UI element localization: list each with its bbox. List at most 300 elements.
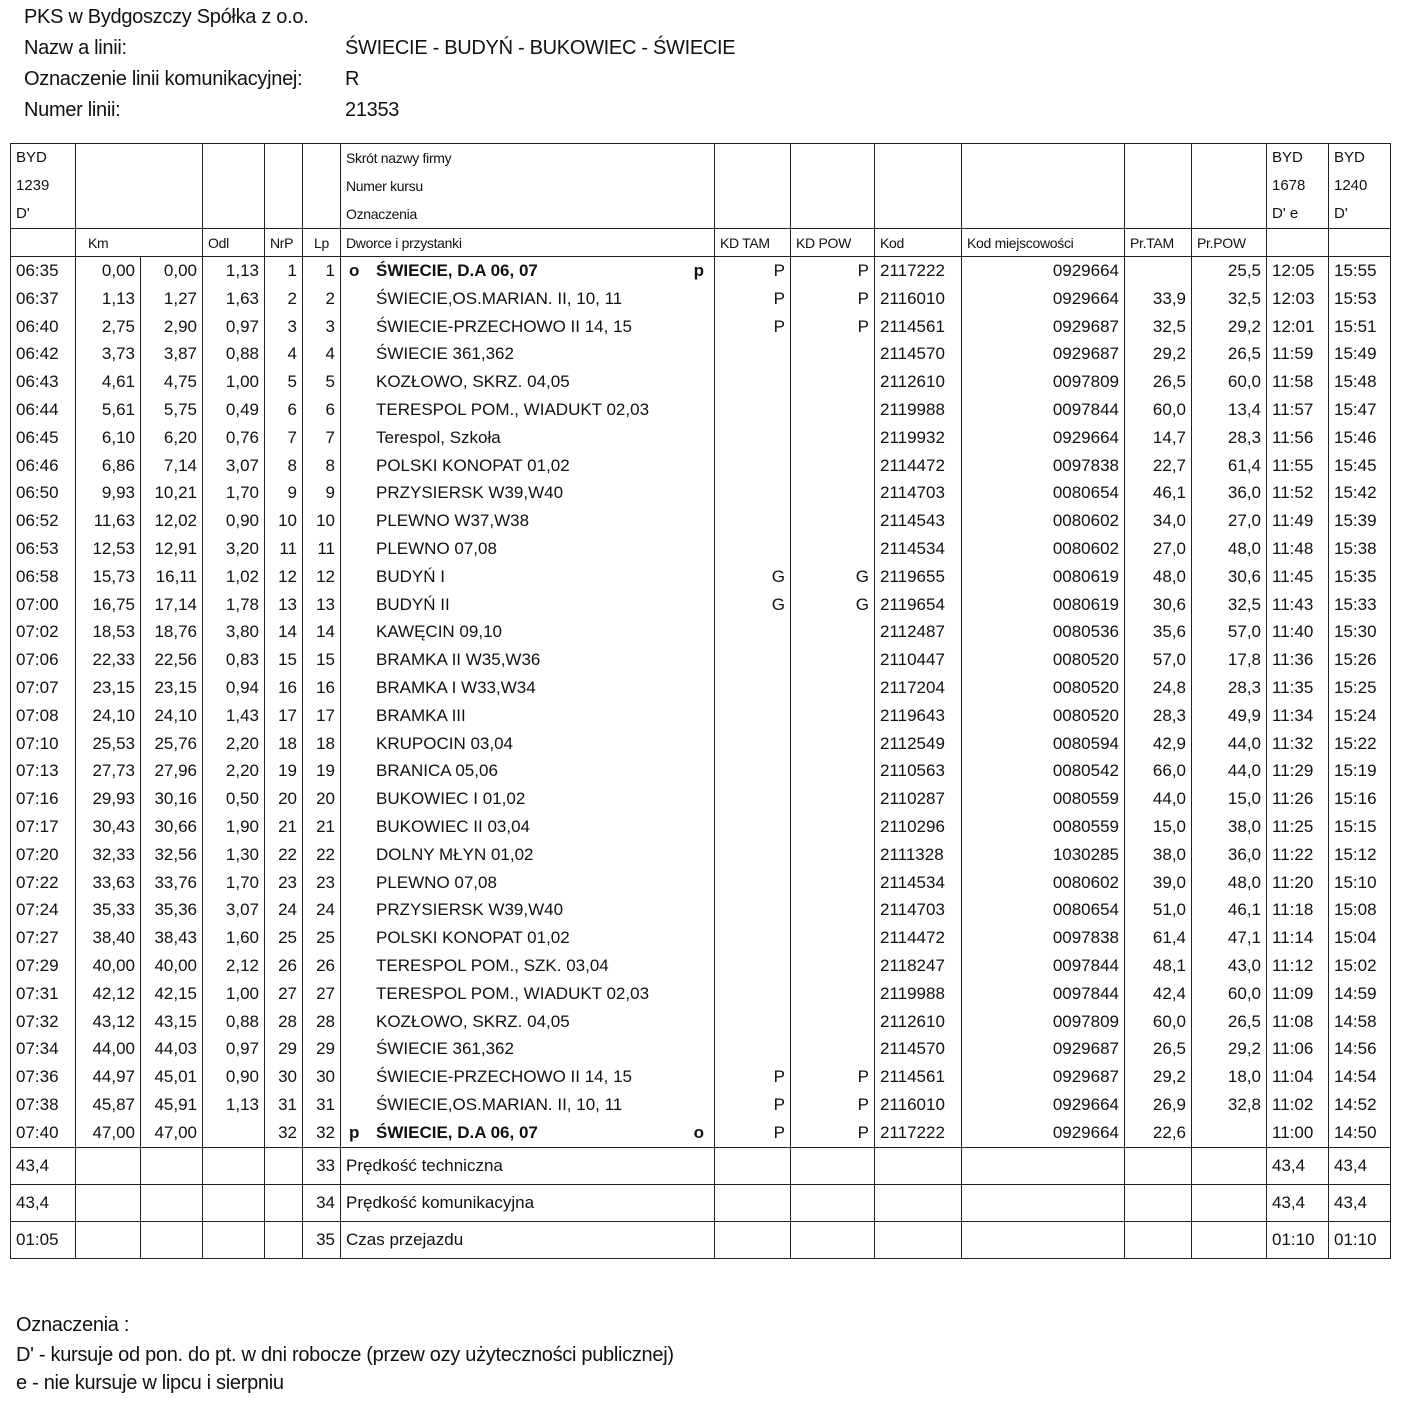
empty-cell bbox=[141, 1147, 203, 1184]
km-value: 1,27 bbox=[141, 285, 203, 313]
return-time-1240: 15:39 bbox=[1329, 507, 1391, 535]
distance bbox=[203, 1119, 265, 1147]
stop-label: PLEWNO 07,08 bbox=[376, 538, 497, 558]
speed-tam: 61,4 bbox=[1125, 924, 1192, 952]
table-row bbox=[11, 396, 1391, 424]
departure-time: 07:06 bbox=[11, 646, 76, 674]
kd-pow bbox=[791, 980, 875, 1008]
stop-name bbox=[341, 285, 715, 313]
return-time-1678: 12:03 bbox=[1267, 285, 1329, 313]
departure-time: 07:24 bbox=[11, 896, 76, 924]
departure-time: 07:16 bbox=[11, 785, 76, 813]
stop-name bbox=[341, 313, 715, 341]
empty-cell bbox=[875, 1221, 962, 1258]
column-header bbox=[1267, 229, 1329, 257]
stop-code: 2114570 bbox=[875, 340, 962, 368]
right-course-marks: D' bbox=[1334, 205, 1348, 222]
speed-pow: 27,0 bbox=[1192, 507, 1267, 535]
return-time-1678: 11:02 bbox=[1267, 1091, 1329, 1119]
km-value: 12,53 bbox=[76, 535, 141, 563]
line-name-label: Nazw a linii: bbox=[24, 37, 127, 59]
distance: 0,97 bbox=[203, 313, 265, 341]
locality-code: 0080536 bbox=[962, 618, 1125, 646]
km-value: 7,14 bbox=[141, 452, 203, 480]
locality-code: 0080602 bbox=[962, 869, 1125, 897]
kd-tam bbox=[715, 980, 791, 1008]
distance: 1,43 bbox=[203, 702, 265, 730]
table-row bbox=[11, 535, 1391, 563]
distance: 2,20 bbox=[203, 757, 265, 785]
table-row bbox=[11, 980, 1391, 1008]
stop-label: BUDYŃ II bbox=[376, 594, 450, 614]
departure-time: 06:58 bbox=[11, 563, 76, 591]
timetable bbox=[10, 143, 1391, 1259]
speed-tam: 26,9 bbox=[1125, 1091, 1192, 1119]
km-value: 6,20 bbox=[141, 424, 203, 452]
kd-tam bbox=[715, 869, 791, 897]
kd-pow bbox=[791, 869, 875, 897]
km-value: 30,66 bbox=[141, 813, 203, 841]
nrp: 13 bbox=[265, 591, 303, 619]
line-number: 21353 bbox=[345, 99, 400, 121]
stop-label: BRAMKA II W35,W36 bbox=[376, 650, 541, 670]
km-value: 23,15 bbox=[141, 674, 203, 702]
empty-cell bbox=[141, 1184, 203, 1221]
locality-code: 0080594 bbox=[962, 730, 1125, 758]
distance: 0,88 bbox=[203, 340, 265, 368]
kd-tam: P bbox=[715, 1091, 791, 1119]
lp: 13 bbox=[303, 591, 341, 619]
speed-tam: 33,9 bbox=[1125, 285, 1192, 313]
lp: 10 bbox=[303, 507, 341, 535]
km-value: 45,01 bbox=[141, 1063, 203, 1091]
locality-code: 0080619 bbox=[962, 591, 1125, 619]
km-value: 45,87 bbox=[76, 1091, 141, 1119]
stop-label: KOZŁOWO, SKRZ. 04,05 bbox=[376, 1011, 570, 1031]
stop-code: 2114472 bbox=[875, 452, 962, 480]
empty-header bbox=[875, 144, 962, 229]
stop-code: 2114703 bbox=[875, 479, 962, 507]
kd-tam: P bbox=[715, 1119, 791, 1147]
summary-value: 43,4 bbox=[11, 1147, 76, 1184]
lp: 14 bbox=[303, 618, 341, 646]
lp: 9 bbox=[303, 479, 341, 507]
locality-code: 0929664 bbox=[962, 1119, 1125, 1147]
km-value: 6,86 bbox=[76, 452, 141, 480]
kd-tam bbox=[715, 618, 791, 646]
kd-pow bbox=[791, 924, 875, 952]
distance: 3,07 bbox=[203, 896, 265, 924]
speed-pow: 15,0 bbox=[1192, 785, 1267, 813]
table-row bbox=[11, 757, 1391, 785]
stop-code: 2117222 bbox=[875, 1119, 962, 1147]
stop-code: 2112549 bbox=[875, 730, 962, 758]
departure-time: 06:46 bbox=[11, 452, 76, 480]
return-time-1240: 15:10 bbox=[1329, 869, 1391, 897]
km-value: 33,76 bbox=[141, 869, 203, 897]
locality-code: 1030285 bbox=[962, 841, 1125, 869]
departure-time: 06:50 bbox=[11, 479, 76, 507]
empty-cell bbox=[1125, 1221, 1192, 1258]
stop-marker-left: o bbox=[349, 261, 360, 280]
kd-tam bbox=[715, 368, 791, 396]
stop-label: TERESPOL POM., WIADUKT 02,03 bbox=[376, 399, 650, 419]
kd-pow bbox=[791, 340, 875, 368]
locality-code: 0080602 bbox=[962, 507, 1125, 535]
km-value: 4,61 bbox=[76, 368, 141, 396]
stop-code: 2110447 bbox=[875, 646, 962, 674]
stop-label: ŚWIECIE,OS.MARIAN. II, 10, 11 bbox=[376, 1094, 623, 1114]
empty-cell bbox=[203, 1147, 265, 1184]
kd-tam bbox=[715, 1008, 791, 1036]
departure-time: 06:52 bbox=[11, 507, 76, 535]
kd-pow: P bbox=[791, 1119, 875, 1147]
km-value: 18,76 bbox=[141, 618, 203, 646]
empty-cell bbox=[1125, 1147, 1192, 1184]
left-course-header bbox=[11, 144, 76, 229]
table-row bbox=[11, 563, 1391, 591]
kd-tam bbox=[715, 757, 791, 785]
summary-value: 43,4 bbox=[1329, 1184, 1391, 1221]
return-time-1240: 14:58 bbox=[1329, 1008, 1391, 1036]
stop-label: TERESPOL POM., SZK. 03,04 bbox=[376, 955, 609, 975]
nrp: 25 bbox=[265, 924, 303, 952]
speed-pow: 44,0 bbox=[1192, 757, 1267, 785]
km-value: 38,40 bbox=[76, 924, 141, 952]
stop-name bbox=[341, 730, 715, 758]
lp: 2 bbox=[303, 285, 341, 313]
kd-tam: G bbox=[715, 563, 791, 591]
stop-code: 2119643 bbox=[875, 702, 962, 730]
speed-pow: 47,1 bbox=[1192, 924, 1267, 952]
speed-tam: 42,4 bbox=[1125, 980, 1192, 1008]
lp: 1 bbox=[303, 257, 341, 285]
departure-time: 06:40 bbox=[11, 313, 76, 341]
distance: 2,20 bbox=[203, 730, 265, 758]
return-time-1678: 11:55 bbox=[1267, 452, 1329, 480]
distance: 1,78 bbox=[203, 591, 265, 619]
return-time-1678: 11:40 bbox=[1267, 618, 1329, 646]
kd-pow: P bbox=[791, 1091, 875, 1119]
distance: 0,94 bbox=[203, 674, 265, 702]
departure-time: 07:36 bbox=[11, 1063, 76, 1091]
stop-name bbox=[341, 952, 715, 980]
summary-value: 43,4 bbox=[1267, 1184, 1329, 1221]
km-value: 33,63 bbox=[76, 869, 141, 897]
return-time-1240: 15:47 bbox=[1329, 396, 1391, 424]
lp: 6 bbox=[303, 396, 341, 424]
return-time-1240: 15:46 bbox=[1329, 424, 1391, 452]
kd-tam bbox=[715, 1035, 791, 1063]
locality-code: 0097838 bbox=[962, 452, 1125, 480]
stop-label: PRZYSIERSK W39,W40 bbox=[376, 900, 564, 920]
table-row bbox=[11, 1119, 1391, 1147]
speed-pow: 60,0 bbox=[1192, 980, 1267, 1008]
table-row bbox=[11, 285, 1391, 313]
locality-code: 0097844 bbox=[962, 396, 1125, 424]
departure-time: 07:40 bbox=[11, 1119, 76, 1147]
km-value: 35,33 bbox=[76, 896, 141, 924]
return-time-1240: 15:45 bbox=[1329, 452, 1391, 480]
distance: 0,50 bbox=[203, 785, 265, 813]
km-value: 5,75 bbox=[141, 396, 203, 424]
summary-row bbox=[11, 1221, 1391, 1258]
kd-pow bbox=[791, 535, 875, 563]
km-value: 38,43 bbox=[141, 924, 203, 952]
table-row bbox=[11, 368, 1391, 396]
return-time-1240: 15:42 bbox=[1329, 479, 1391, 507]
kd-pow: P bbox=[791, 257, 875, 285]
kd-pow bbox=[791, 507, 875, 535]
lp: 29 bbox=[303, 1035, 341, 1063]
lp: 23 bbox=[303, 869, 341, 897]
km-value: 24,10 bbox=[141, 702, 203, 730]
speed-tam: 15,0 bbox=[1125, 813, 1192, 841]
speed-tam: 66,0 bbox=[1125, 757, 1192, 785]
stop-code: 2117204 bbox=[875, 674, 962, 702]
kd-pow bbox=[791, 646, 875, 674]
kd-tam bbox=[715, 424, 791, 452]
empty-cell bbox=[203, 1221, 265, 1258]
table-row bbox=[11, 257, 1391, 285]
return-time-1678: 11:56 bbox=[1267, 424, 1329, 452]
stop-marker-left: p bbox=[349, 1122, 360, 1142]
column-header-km: Km bbox=[76, 229, 203, 257]
return-time-1678: 11:14 bbox=[1267, 924, 1329, 952]
table-row bbox=[11, 479, 1391, 507]
stop-code: 2119655 bbox=[875, 563, 962, 591]
right-course-header bbox=[1329, 144, 1391, 229]
stop-marker-right: p bbox=[693, 261, 704, 280]
empty-header bbox=[265, 144, 303, 229]
departure-time: 07:00 bbox=[11, 591, 76, 619]
speed-tam: 28,3 bbox=[1125, 702, 1192, 730]
kd-pow bbox=[791, 1008, 875, 1036]
return-time-1240: 15:04 bbox=[1329, 924, 1391, 952]
stop-marker-right: o bbox=[693, 1122, 704, 1142]
return-time-1678: 11:48 bbox=[1267, 535, 1329, 563]
locality-code: 0080542 bbox=[962, 757, 1125, 785]
kd-pow: P bbox=[791, 313, 875, 341]
locality-code: 0080602 bbox=[962, 535, 1125, 563]
distance: 1,70 bbox=[203, 869, 265, 897]
lp: 25 bbox=[303, 924, 341, 952]
kd-tam: P bbox=[715, 285, 791, 313]
empty-cell bbox=[962, 1221, 1125, 1258]
speed-tam: 44,0 bbox=[1125, 785, 1192, 813]
return-time-1678: 11:22 bbox=[1267, 841, 1329, 869]
kd-pow bbox=[791, 368, 875, 396]
km-value: 45,91 bbox=[141, 1091, 203, 1119]
nrp: 7 bbox=[265, 424, 303, 452]
nrp: 16 bbox=[265, 674, 303, 702]
km-value: 43,12 bbox=[76, 1008, 141, 1036]
return-time-1678: 11:26 bbox=[1267, 785, 1329, 813]
return-time-1240: 15:19 bbox=[1329, 757, 1391, 785]
table-row bbox=[11, 1091, 1391, 1119]
kd-pow: P bbox=[791, 285, 875, 313]
departure-time: 07:13 bbox=[11, 757, 76, 785]
stop-label: BRAMKA I W33,W34 bbox=[376, 677, 536, 697]
stop-label: ŚWIECIE-PRZECHOWO II 14, 15 bbox=[376, 1067, 632, 1087]
kd-tam bbox=[715, 452, 791, 480]
lp: 21 bbox=[303, 813, 341, 841]
column-header-pr-pow: Pr.POW bbox=[1192, 229, 1267, 257]
kd-pow bbox=[791, 479, 875, 507]
speed-pow: 29,2 bbox=[1192, 1035, 1267, 1063]
column-header-kd-tam: KD TAM bbox=[715, 229, 791, 257]
stop-name bbox=[341, 1063, 715, 1091]
stop-label: ŚWIECIE,OS.MARIAN. II, 10, 11 bbox=[376, 288, 623, 308]
stop-name bbox=[341, 674, 715, 702]
speed-pow: 49,9 bbox=[1192, 702, 1267, 730]
stop-code: 2114472 bbox=[875, 924, 962, 952]
km-value: 44,97 bbox=[76, 1063, 141, 1091]
return-time-1678: 11:45 bbox=[1267, 563, 1329, 591]
speed-pow: 28,3 bbox=[1192, 424, 1267, 452]
kd-tam: G bbox=[715, 591, 791, 619]
return-time-1678: 11:35 bbox=[1267, 674, 1329, 702]
locality-code: 0097844 bbox=[962, 980, 1125, 1008]
stop-name bbox=[341, 535, 715, 563]
speed-pow: 48,0 bbox=[1192, 535, 1267, 563]
table-row bbox=[11, 730, 1391, 758]
kd-tam bbox=[715, 674, 791, 702]
stop-name bbox=[341, 257, 715, 285]
speed-tam: 32,5 bbox=[1125, 313, 1192, 341]
empty-cell bbox=[791, 1221, 875, 1258]
nrp: 26 bbox=[265, 952, 303, 980]
nrp: 15 bbox=[265, 646, 303, 674]
return-time-1678: 11:25 bbox=[1267, 813, 1329, 841]
lp: 27 bbox=[303, 980, 341, 1008]
nrp: 10 bbox=[265, 507, 303, 535]
nrp: 11 bbox=[265, 535, 303, 563]
kd-tam bbox=[715, 340, 791, 368]
return-time-1678: 11:52 bbox=[1267, 479, 1329, 507]
empty-cell bbox=[875, 1184, 962, 1221]
distance: 0,83 bbox=[203, 646, 265, 674]
return-time-1240: 15:15 bbox=[1329, 813, 1391, 841]
nrp: 28 bbox=[265, 1008, 303, 1036]
nrp: 1 bbox=[265, 257, 303, 285]
stop-name bbox=[341, 340, 715, 368]
course-label-firm: Skrót nazwy firmy bbox=[346, 150, 452, 166]
stop-name bbox=[341, 563, 715, 591]
stop-name bbox=[341, 896, 715, 924]
kd-tam bbox=[715, 535, 791, 563]
lp: 32 bbox=[303, 1119, 341, 1147]
return-time-1678: 11:34 bbox=[1267, 702, 1329, 730]
km-value: 12,02 bbox=[141, 507, 203, 535]
summary-value: 01:10 bbox=[1329, 1221, 1391, 1258]
departure-time: 06:45 bbox=[11, 424, 76, 452]
legend-title: Oznaczenia : bbox=[16, 1314, 130, 1336]
speed-pow: 29,2 bbox=[1192, 313, 1267, 341]
departure-time: 06:42 bbox=[11, 340, 76, 368]
km-value: 47,00 bbox=[76, 1119, 141, 1147]
stop-label: KAWĘCIN 09,10 bbox=[376, 622, 502, 642]
km-value: 3,87 bbox=[141, 340, 203, 368]
kd-pow bbox=[791, 424, 875, 452]
speed-tam: 39,0 bbox=[1125, 869, 1192, 897]
speed-tam: 26,5 bbox=[1125, 1035, 1192, 1063]
departure-time: 07:22 bbox=[11, 869, 76, 897]
column-header-kod: Kod bbox=[875, 229, 962, 257]
table-row bbox=[11, 591, 1391, 619]
nrp: 20 bbox=[265, 785, 303, 813]
kd-tam bbox=[715, 896, 791, 924]
lp: 11 bbox=[303, 535, 341, 563]
distance: 1,63 bbox=[203, 285, 265, 313]
kd-tam bbox=[715, 785, 791, 813]
summary-label: Prędkość komunikacyjna bbox=[341, 1184, 715, 1221]
stop-label: ŚWIECIE, D.A 06, 07 bbox=[376, 261, 538, 280]
stop-label: POLSKI KONOPAT 01,02 bbox=[376, 928, 570, 948]
empty-header bbox=[1125, 144, 1192, 229]
departure-time: 07:20 bbox=[11, 841, 76, 869]
empty-header bbox=[791, 144, 875, 229]
empty-cell bbox=[1192, 1147, 1267, 1184]
locality-code: 0097844 bbox=[962, 952, 1125, 980]
stop-label: PLEWNO W37,W38 bbox=[376, 511, 530, 531]
column-header bbox=[11, 229, 76, 257]
line-code: R bbox=[345, 68, 360, 90]
right-course-header bbox=[1267, 144, 1329, 229]
company-name: PKS w Bydgoszczy Spółka z o.o. bbox=[24, 6, 309, 28]
lp: 12 bbox=[303, 563, 341, 591]
km-value: 4,75 bbox=[141, 368, 203, 396]
table-row bbox=[11, 841, 1391, 869]
stop-code: 2116010 bbox=[875, 1091, 962, 1119]
departure-time: 07:08 bbox=[11, 702, 76, 730]
right-course-marks: D' e bbox=[1272, 205, 1299, 222]
lp: 22 bbox=[303, 841, 341, 869]
speed-pow: 18,0 bbox=[1192, 1063, 1267, 1091]
stop-code: 2112610 bbox=[875, 368, 962, 396]
stop-name bbox=[341, 841, 715, 869]
speed-pow: 26,5 bbox=[1192, 340, 1267, 368]
lp: 3 bbox=[303, 313, 341, 341]
kd-pow bbox=[791, 618, 875, 646]
empty-cell bbox=[791, 1147, 875, 1184]
return-time-1240: 15:24 bbox=[1329, 702, 1391, 730]
return-time-1240: 15:16 bbox=[1329, 785, 1391, 813]
locality-code: 0097809 bbox=[962, 368, 1125, 396]
return-time-1240: 15:22 bbox=[1329, 730, 1391, 758]
summary-value: 43,4 bbox=[11, 1184, 76, 1221]
column-header-kd-pow: KD POW bbox=[791, 229, 875, 257]
empty-cell bbox=[875, 1147, 962, 1184]
distance: 1,00 bbox=[203, 980, 265, 1008]
stop-name bbox=[341, 869, 715, 897]
lp: 15 bbox=[303, 646, 341, 674]
distance: 1,90 bbox=[203, 813, 265, 841]
speed-pow: 32,5 bbox=[1192, 591, 1267, 619]
speed-tam: 27,0 bbox=[1125, 535, 1192, 563]
speed-pow: 25,5 bbox=[1192, 257, 1267, 285]
kd-pow bbox=[791, 702, 875, 730]
kd-pow bbox=[791, 841, 875, 869]
stop-code: 2119654 bbox=[875, 591, 962, 619]
speed-tam bbox=[1125, 257, 1192, 285]
return-time-1240: 15:53 bbox=[1329, 285, 1391, 313]
departure-time: 06:43 bbox=[11, 368, 76, 396]
return-time-1678: 11:29 bbox=[1267, 757, 1329, 785]
speed-pow: 61,4 bbox=[1192, 452, 1267, 480]
speed-pow: 36,0 bbox=[1192, 479, 1267, 507]
stop-label: ŚWIECIE, D.A 06, 07 bbox=[376, 1122, 538, 1142]
